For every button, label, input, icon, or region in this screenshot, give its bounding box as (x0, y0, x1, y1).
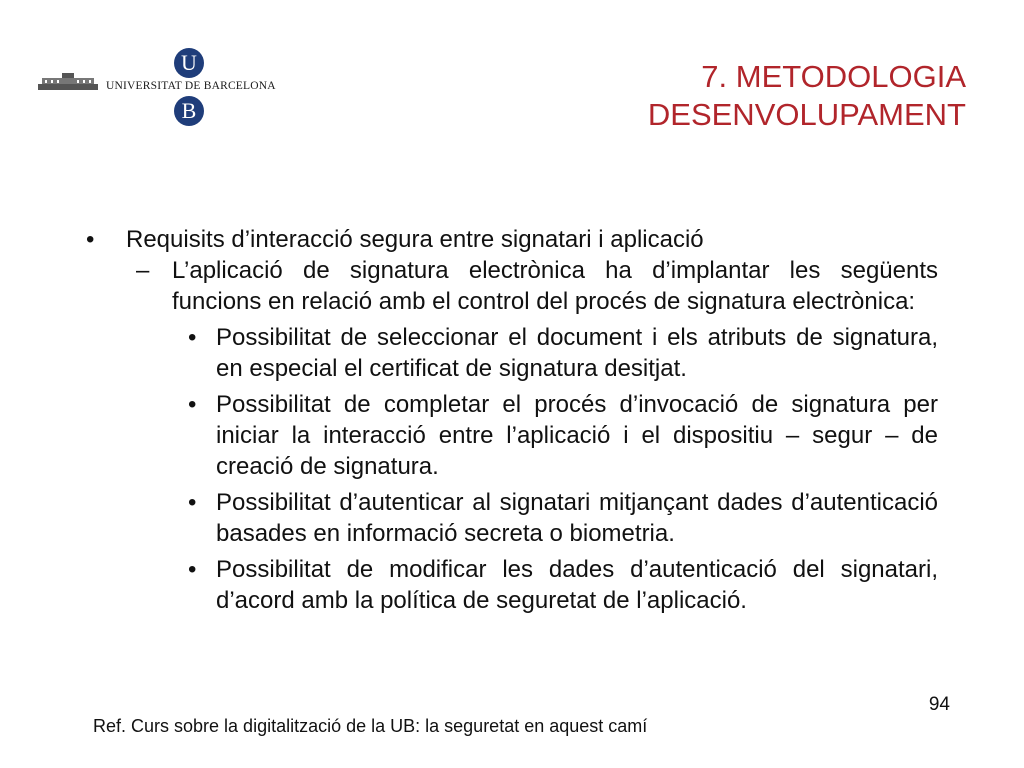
footer-reference: Ref. Curs sobre la digitalització de la UB: la seguretat en aquest camí (93, 716, 648, 736)
title-line-1: 7. METODOLOGIA (701, 59, 966, 94)
university-name: UNIVERSITAT DE BARCELONA (106, 80, 276, 92)
list-item-text: Possibilitat de completar el procés d’invocació de signatura per iniciar la interacció entre l’aplicació i el dispositiu – segur – de creació de signatura. (216, 391, 938, 480)
list-item (188, 322, 938, 384)
bullet-marker: • (188, 324, 197, 351)
list-item-text: Possibilitat de modificar les dades d’autenticació del signatari, d’acord amb la política de seguretat de l’aplicació. (216, 556, 938, 614)
bullet-marker: • (86, 226, 95, 253)
list-item (188, 554, 938, 616)
bullet-marker: • (188, 391, 197, 418)
bullet-marker: • (188, 489, 197, 516)
dash-marker: – (136, 257, 150, 284)
university-logo (38, 44, 278, 130)
bullet-item (86, 224, 938, 255)
list-item (188, 487, 938, 549)
slide-body (86, 224, 938, 616)
slide-title (648, 58, 966, 134)
logo-letter-b: B (174, 96, 204, 126)
page-number: 94 (928, 694, 950, 715)
sub-bullet-item (126, 255, 938, 317)
building-icon (38, 72, 98, 92)
logo-letter-u: U (174, 48, 204, 78)
list-item-text: Possibilitat d’autenticar al signatari mitjançant dades d’autenticació basades en informació secreta o biometria. (216, 489, 938, 547)
list-item-text: Possibilitat de seleccionar el document i els atributs de signatura, en especial el certificat de signatura desitjat. (216, 324, 938, 382)
list-item (188, 389, 938, 482)
sub-bullet-text: L’aplicació de signatura electrònica ha d’implantar les següents funcions en relació amb el control del procés de signatura electrònica: (172, 257, 938, 315)
bullet-marker: • (188, 556, 197, 583)
bullet-text: Requisits d’interacció segura entre signatari i aplicació (126, 226, 704, 253)
title-line-2: DESENVOLUPAMENT (647, 97, 966, 132)
